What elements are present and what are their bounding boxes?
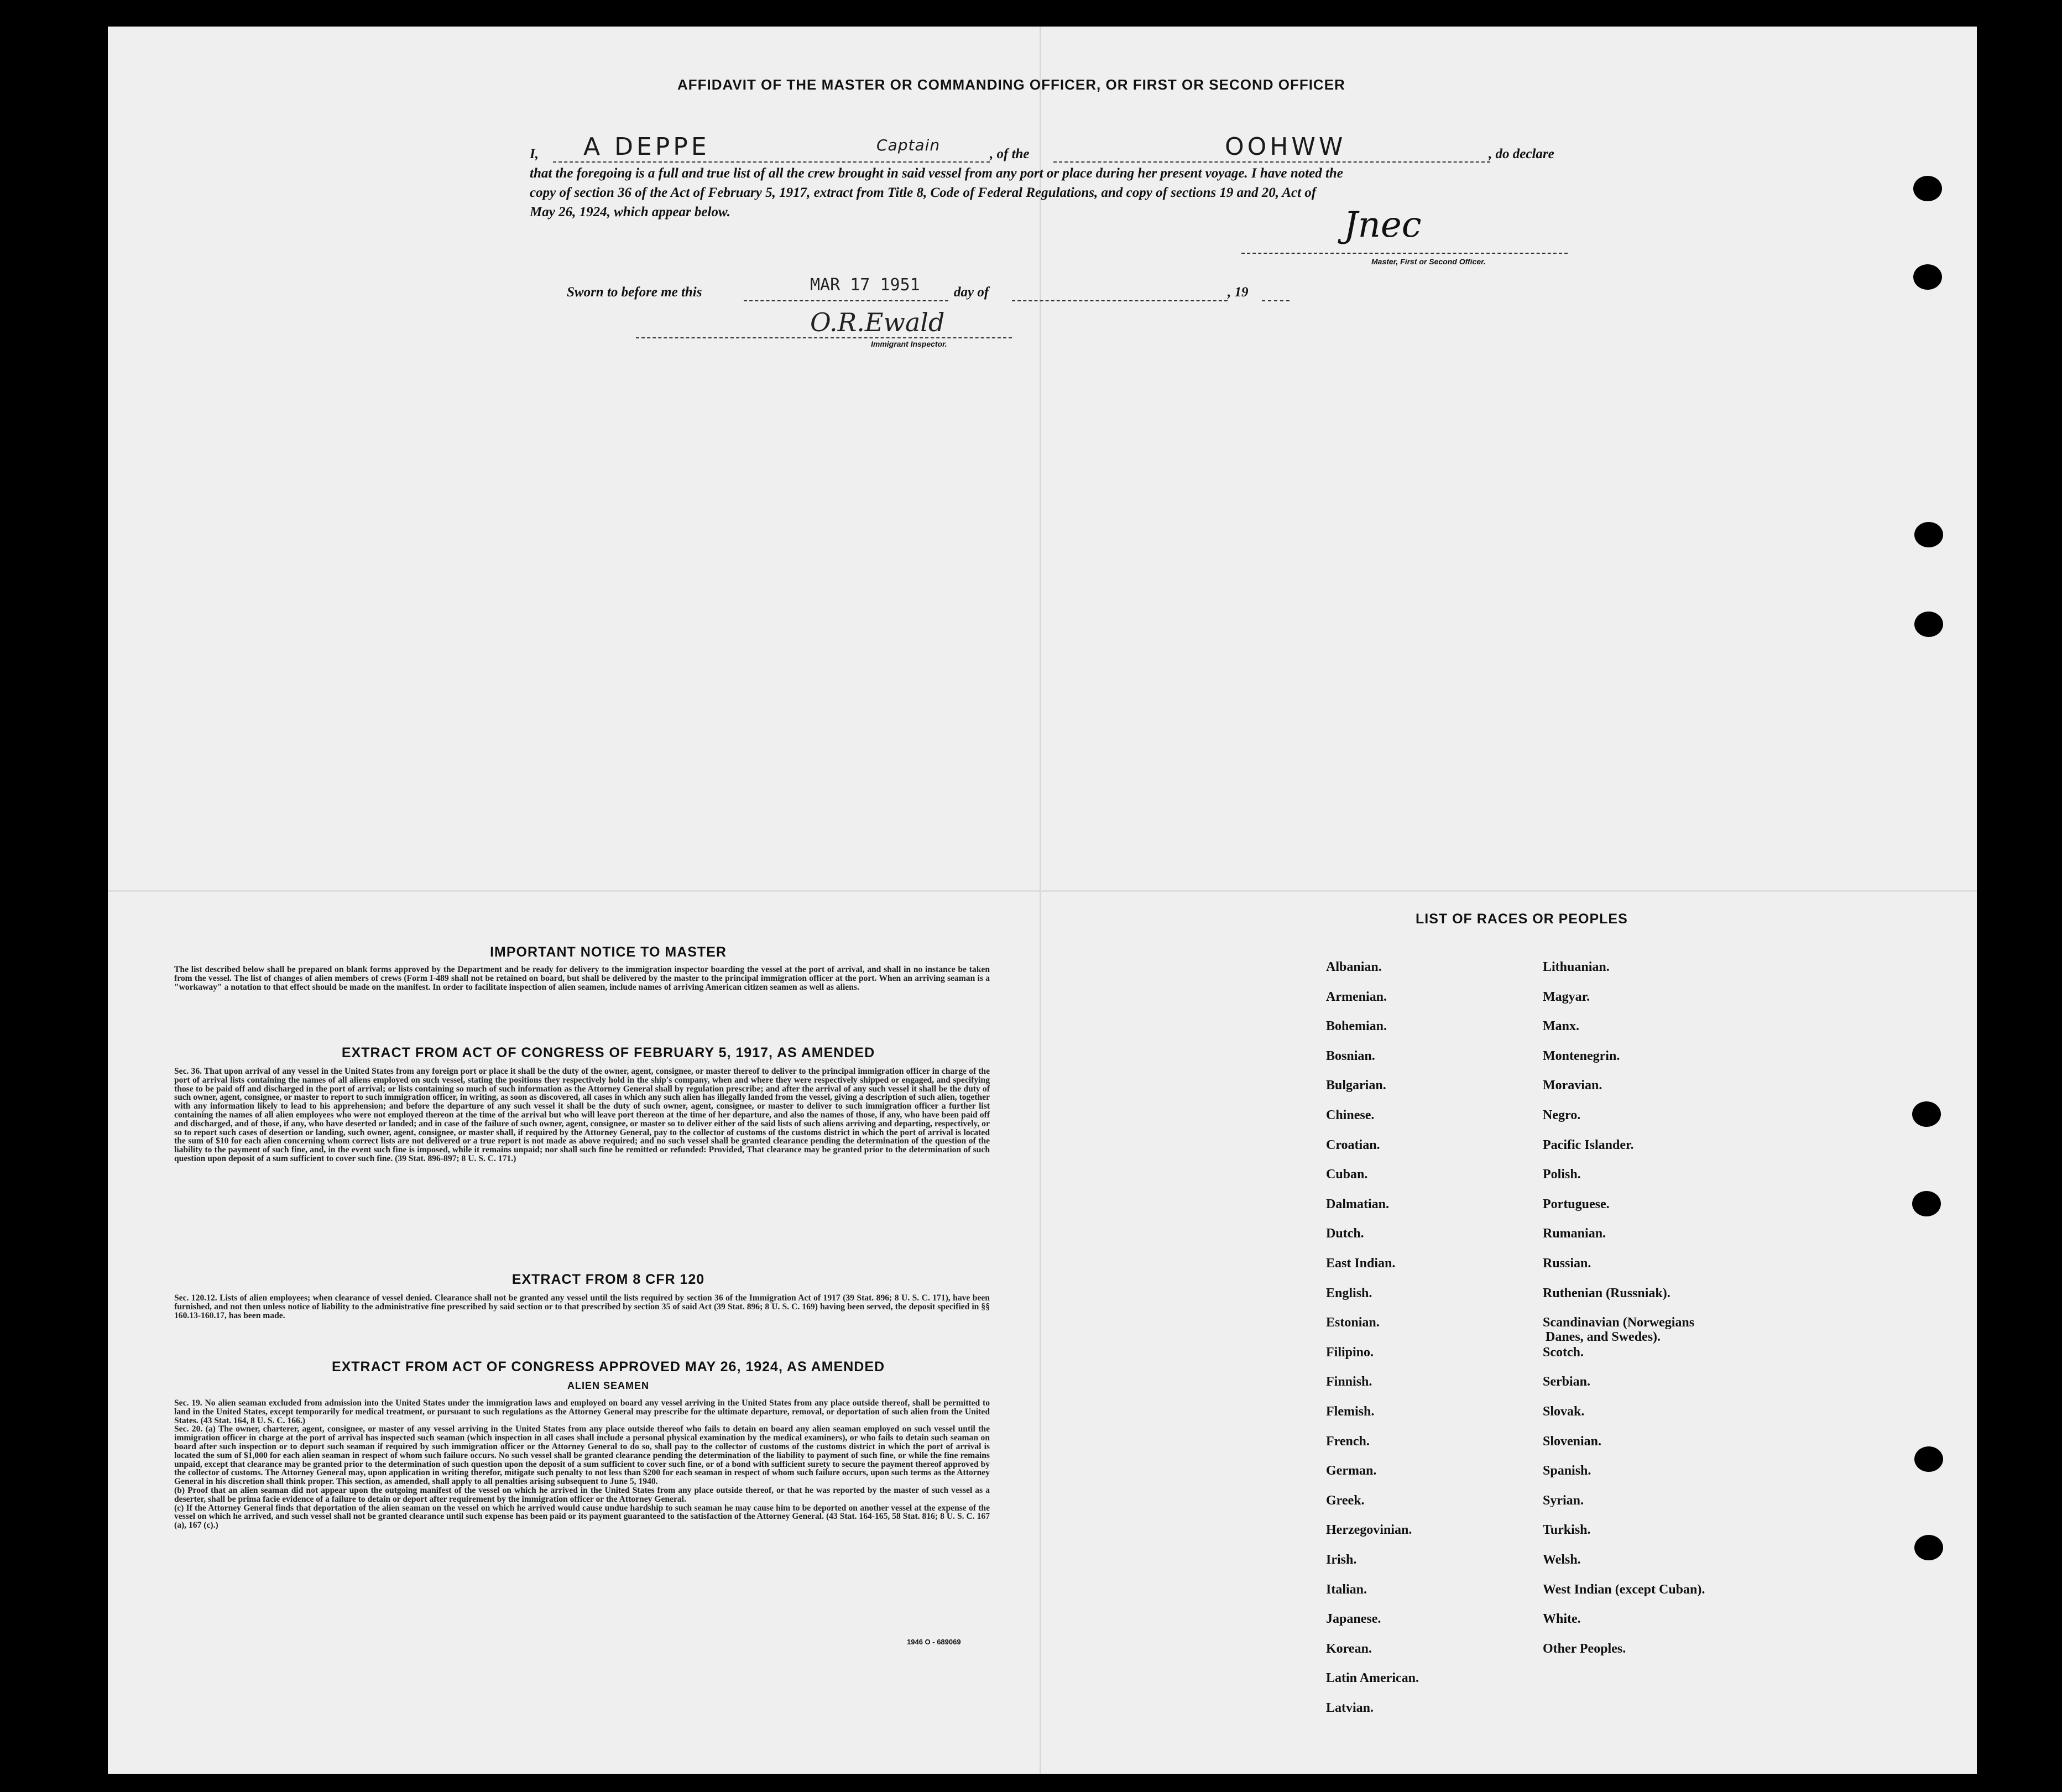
race-item: Estonian.	[1326, 1315, 1380, 1330]
races-title: LIST OF RACES OR PEOPLES	[1416, 911, 1628, 927]
race-item: Magyar.	[1543, 990, 1590, 1004]
sworn-year-line	[1262, 300, 1290, 301]
race-item: Rumanian.	[1543, 1226, 1606, 1241]
race-item: Italian.	[1326, 1582, 1367, 1597]
extract-8cfr-title: EXTRACT FROM 8 CFR 120	[511, 1272, 705, 1287]
punch-hole-icon	[1912, 1101, 1941, 1127]
rank-handwritten: Captain	[876, 136, 941, 154]
race-item: Montenegrin.	[1543, 1049, 1620, 1063]
race-item: Ruthenian (Russniak).	[1543, 1286, 1671, 1300]
race-item: Moravian.	[1543, 1078, 1602, 1093]
race-item: Latvian.	[1326, 1701, 1374, 1715]
notice-text: The list described below shall be prepared on blank forms approved by the Department and be ready for delivery to the immigration inspector boarding the vessel at the port of arrival, and shall in no instance be taken from the vessel. The list of changes of alien members of crews (Form I-489 shall not be retained on board, but shall be delivered by the master to the principal immigration officer at the port. When an arriving seaman is a "workaway" a notation to that effect should be made on the manifest. In order to facilitate inspection of alien seamen, include names of arriving American citizen seamen as well as aliens.	[174, 965, 990, 992]
race-item: Filipino.	[1326, 1345, 1374, 1360]
race-item: Scandinavian (Norwegians	[1543, 1315, 1695, 1330]
vessel-line	[1053, 161, 1490, 163]
race-item: Portuguese.	[1543, 1197, 1610, 1211]
extract-1924-title: EXTRACT FROM ACT OF CONGRESS APPROVED MAY 26, 1924, AS AMENDED	[331, 1359, 885, 1375]
of-the-text: , of the	[990, 147, 1030, 161]
race-item: Russian.	[1543, 1256, 1591, 1271]
master-name-handwritten: A DEPPE	[583, 133, 710, 161]
extract-1924-subtitle: ALIEN SEAMEN	[567, 1380, 649, 1391]
race-item: Finnish.	[1326, 1375, 1372, 1389]
race-item: Other Peoples.	[1543, 1642, 1626, 1656]
race-item: Latin American.	[1326, 1671, 1419, 1685]
fold-crease-horizontal	[108, 890, 1977, 892]
sworn-day-line	[744, 300, 948, 301]
affidavit-i-prefix: I,	[530, 147, 539, 161]
race-item: Japanese.	[1326, 1612, 1381, 1626]
race-item: Pacific Islander.	[1543, 1138, 1634, 1152]
race-item: Slovak.	[1543, 1404, 1585, 1419]
race-item: Dalmatian.	[1326, 1197, 1389, 1211]
race-item: Lithuanian.	[1543, 960, 1610, 974]
race-item: Irish.	[1326, 1553, 1357, 1567]
race-item: Turkish.	[1543, 1523, 1591, 1537]
race-item: Croatian.	[1326, 1138, 1380, 1152]
fold-crease-vertical	[1040, 27, 1041, 1774]
race-item: West Indian (except Cuban).	[1543, 1582, 1705, 1597]
race-item: Chinese.	[1326, 1108, 1375, 1122]
name-line	[553, 161, 990, 163]
race-item: Scotch.	[1543, 1345, 1584, 1360]
date-stamp: MAR 17 1951	[810, 275, 920, 295]
sworn-prefix: Sworn to before me this	[567, 285, 702, 300]
sworn-month-line	[1012, 300, 1228, 301]
race-item: Armenian.	[1326, 990, 1387, 1004]
vessel-name-handwritten: OOHWW	[1225, 133, 1346, 161]
race-item: White.	[1543, 1612, 1581, 1626]
affidavit-line-3: copy of section 36 of the Act of February 5, 1917, extract from Title 8, Code of Federal Regulations, and copy of sections 19 and 20, Act of	[530, 185, 1317, 200]
master-signature-line	[1241, 253, 1568, 254]
master-signature: Jnec	[1344, 205, 1422, 245]
inspector-caption: Immigrant Inspector.	[871, 339, 947, 348]
race-item: Serbian.	[1543, 1375, 1591, 1389]
affidavit-title: AFFIDAVIT OF THE MASTER OR COMMANDING OFFICER, OR FIRST OR SECOND OFFICER	[677, 76, 1345, 93]
inspector-signature-line	[636, 337, 1012, 338]
year-prefix: , 19	[1228, 285, 1249, 300]
inspector-signature: O.R.Ewald	[810, 307, 945, 337]
race-item: Herzegovinian.	[1326, 1523, 1412, 1537]
race-item: French.	[1326, 1434, 1370, 1449]
punch-hole-icon	[1913, 176, 1942, 201]
extract-8cfr-text: Sec. 120.12. Lists of alien employees; when clearance of vessel denied. Clearance shall not be granted any vessel until the lists required by section 36 of the Immigration Act of 1917 (39 Stat. 896; 8 U. S. C. 171), have been furnished, and not then unless notice of liability to the administrative fine prescribed by said section or to that prescribed by section 35 of said Act (39 Stat. 896; 8 U. S. C. 169) having been served, the deposit specified in §§ 160.13-160.17, has been made.	[174, 1293, 990, 1320]
race-item: Spanish.	[1543, 1464, 1591, 1478]
punch-hole-icon	[1913, 264, 1942, 290]
race-item: Negro.	[1543, 1108, 1581, 1122]
notice-title: IMPORTANT NOTICE TO MASTER	[490, 944, 727, 960]
race-item: Danes, and Swedes).	[1546, 1330, 1661, 1344]
race-item: Bulgarian.	[1326, 1078, 1386, 1093]
race-item: Albanian.	[1326, 960, 1382, 974]
extract-1917-text: Sec. 36. That upon arrival of any vessel in the United States from any foreign port or place it shall be the duty of the owner, agent, consignee, or master thereof to deliver to the principal immigration officer in charge of the port of arrival lists containing the names of all aliens employed on such vessel, stating the positions they respectively hold in the ship's company, when and where they were respectively shipped or engaged, and specifying those to be paid off and discharged in the port of arrival; or lists containing so much of such information as the Attorney General shall by regulation prescribe; and after the arrival of any such vessel it shall be the duty of such owner, agent, consignee, or master to report to such immigration officer, in writing, as soon as discovered, all cases in which any such alien has illegally landed from the vessel, giving a description of such alien, together with any information likely to lead to his apprehension; and before the departure of any such vessel it shall be the duty of such owner, agent, consignee, or master to deliver to such immigration officer a further list containing the names of all alien employees who were not employed thereon at the time of the arrival but who will leave port thereon at the time of her departure, and also the names of those, if any, who have been paid off and discharged, and of those, if any, who have deserted or landed; and in case of the failure of such owner, agent, consignee, or master so to deliver either of the said lists of such aliens arriving and departing, respectively, or so to report such cases of desertion or landing, such owner, agent, consignee, or master shall, if required by the Attorney General, pay to the collector of customs of the customs district in which the port of arrival is located the sum of $10 for each alien concerning whom correct lists are not delivered or a true report is not made as above required; and no such vessel shall be granted clearance pending the determination of the question of the liability to the payment of such fine, and, in the event such fine is imposed, while it remains unpaid; nor shall such fine be remitted or refunded: Provided, That clearance may be granted prior to the determination of such question upon deposit of a sum sufficient to cover such fine. (39 Stat. 896-897; 8 U. S. C. 171.)	[174, 1067, 990, 1163]
race-item: English.	[1326, 1286, 1372, 1300]
race-item: Manx.	[1543, 1019, 1579, 1033]
do-declare-text: , do declare	[1489, 147, 1554, 161]
punch-hole-icon	[1914, 1446, 1943, 1472]
punch-hole-icon	[1912, 1191, 1941, 1216]
punch-hole-icon	[1914, 522, 1943, 547]
race-item: Welsh.	[1543, 1553, 1581, 1567]
race-item: Cuban.	[1326, 1167, 1368, 1182]
master-caption: Master, First or Second Officer.	[1371, 257, 1486, 266]
race-item: Slovenian.	[1543, 1434, 1602, 1449]
day-of-text: day of	[954, 285, 989, 300]
print-code: 1946 O - 689069	[907, 1638, 961, 1646]
race-item: Polish.	[1543, 1167, 1581, 1182]
affidavit-line-4: May 26, 1924, which appear below.	[530, 205, 730, 220]
race-item: Flemish.	[1326, 1404, 1375, 1419]
affidavit-line-2: that the foregoing is a full and true list of all the crew brought in said vessel from any port or place during her present voyage. I have noted the	[530, 166, 1343, 181]
punch-hole-icon	[1914, 1535, 1943, 1560]
race-item: East Indian.	[1326, 1256, 1396, 1271]
race-item: Syrian.	[1543, 1493, 1584, 1508]
extract-1917-title: EXTRACT FROM ACT OF CONGRESS OF FEBRUARY 5, 1917, AS AMENDED	[341, 1045, 875, 1060]
race-item: Bosnian.	[1326, 1049, 1375, 1063]
race-item: Dutch.	[1326, 1226, 1364, 1241]
punch-hole-icon	[1914, 612, 1943, 637]
extract-1924-text: Sec. 19. No alien seaman excluded from admission into the United States under the immigration laws and employed on board any vessel arriving in the United States from any place outside thereof, shall be permitted to land in the United States, except temporarily for medical treatment, or pursuant to such regulations as the Attorney General may prescribe for the ultimate departure, removal, or deportation of such alien from the United States. (43 Stat. 164, 8 U. S. C. 166.) Sec. 20. (a) The owner, charterer, agent, consignee, or master of any vessel arriving in the United States from any place outside thereof who fails to detain on board any alien seaman employed on such vessel until the immigration officer in charge at the port of arrival has inspected such seaman (which inspection in all cases shall include a personal physical examination by the medical examiners), or who fails to detain such seaman on board after such inspection or to deport such seaman if required by such immigration officer or the Attorney General to do so, shall pay to the collector of customs of the customs district in which the port of arrival is located the sum of $1,000 for each alien seaman in respect of whom such failure occurs. No such vessel shall be granted clearance pending the determination of the liability to payment of such fine, or while the fine remains unpaid, except that clearance may be granted prior to the determination of such question upon the deposit of a sum sufficient to cover such fine, or of a bond with sufficient surety to secure the payment thereof approved by the collector of customs. The Attorney General may, upon application in writing therefor, mitigate such penalty to not less than $200 for each seaman in respect of whom such failure occurs, upon such terms as the Attorney General in his discretion shall think proper. This section, as amended, shall apply to all penalties arising subsequent to June 5, 1940. (b) Proof that an alien seaman did not appear upon the outgoing manifest of the vessel on which he arrived in the United States from any place outside thereof, or that he was reported by the master of such vessel as a deserter, shall be prima facie evidence of a failure to detain or deport after requirement by the immigration officer or the Attorney General. (c) If the Attorney General finds that deportation of the alien seaman on the vessel on which he arrived would cause undue hardship to such seaman he may cause him to be deported on another vessel at the expense of the vessel on which he arrived, and such vessel shall not be granted clearance until such expense has been paid or its payment guaranteed to the satisfaction of the Attorney General. (43 Stat. 164-165, 58 Stat. 816; 8 U. S. C. 167 (a), 167 (c).)	[174, 1398, 990, 1530]
race-item: Greek.	[1326, 1493, 1365, 1508]
race-item: German.	[1326, 1464, 1377, 1478]
race-item: Korean.	[1326, 1642, 1372, 1656]
race-item: Bohemian.	[1326, 1019, 1387, 1033]
